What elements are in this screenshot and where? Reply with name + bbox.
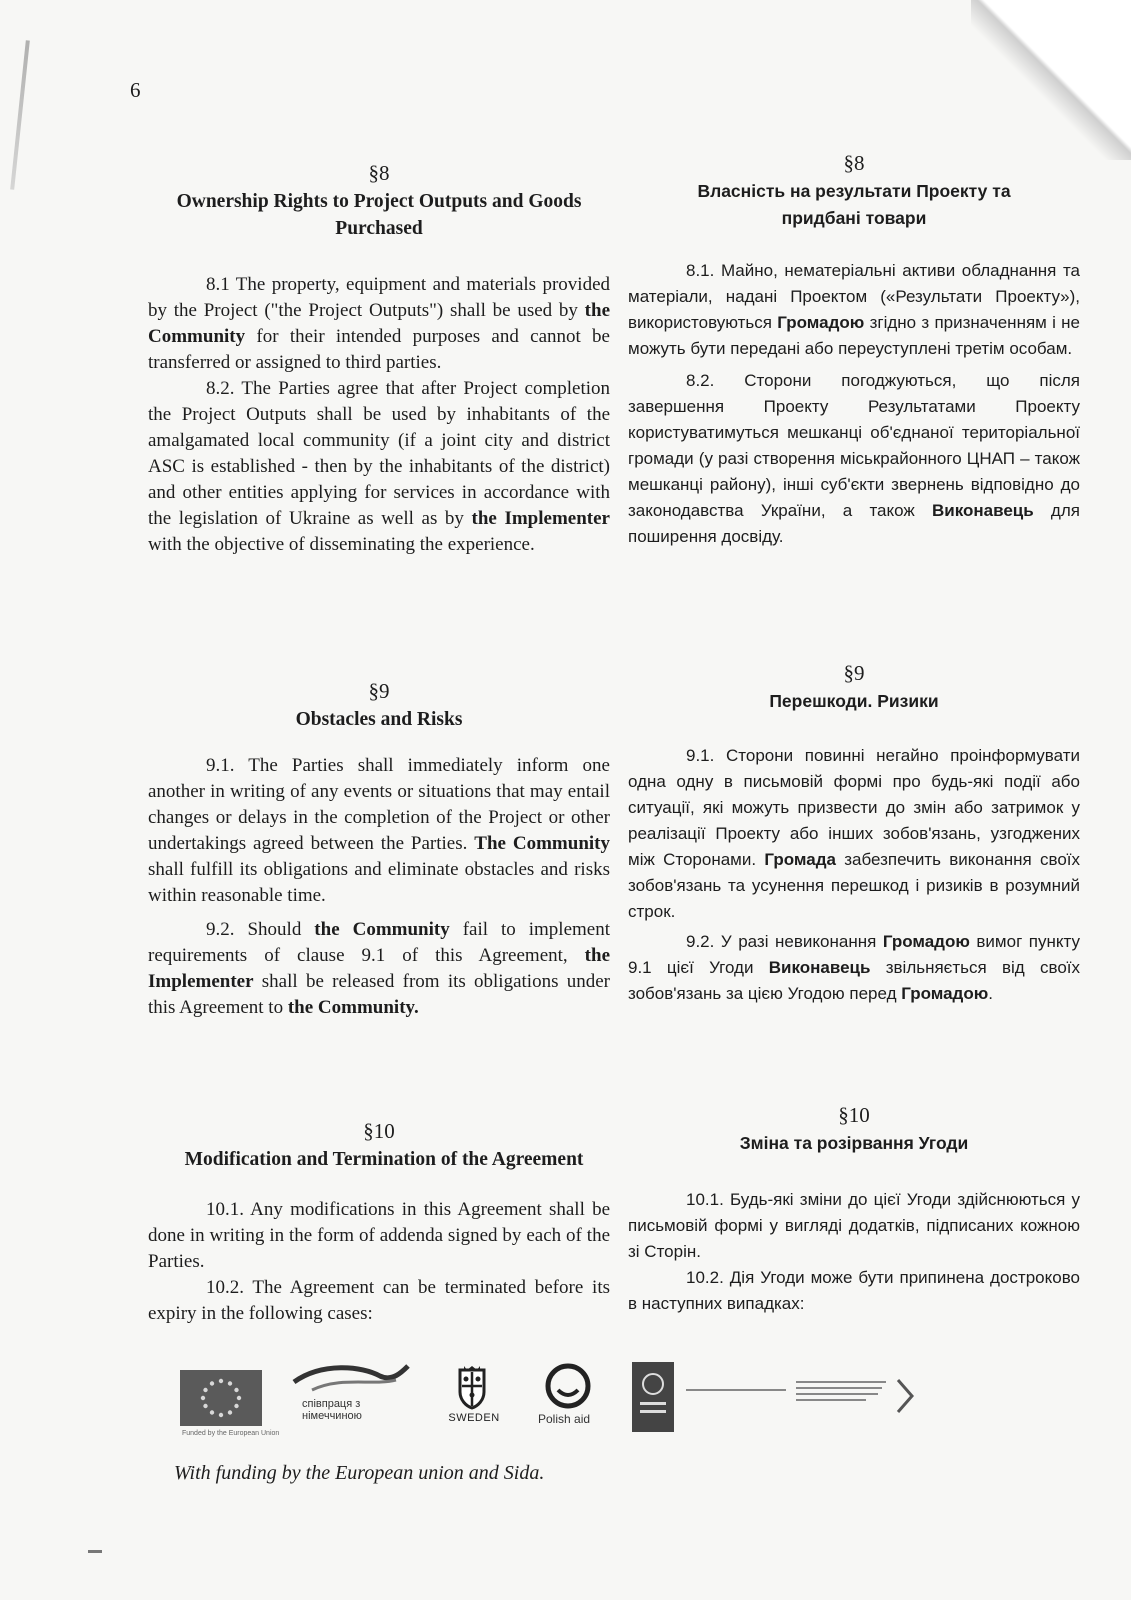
- paragraph-8-1-uk: 8.1. Майно, нематеріальні активи обладнання та матеріали, надані Проектом («Результати Проекту»), використовуються Громадою згідно з призначенням і не можуть бути передані або переуступлені третім особам.: [628, 261, 1080, 358]
- eu-caption: Funded by the European Union: [182, 1430, 280, 1437]
- section-title: Зміна та розірвання Угоди: [739, 1133, 969, 1153]
- section-number: §9: [368, 679, 390, 703]
- section-number: §10: [363, 1119, 395, 1143]
- undp-logo: [632, 1362, 674, 1432]
- section-number: §8: [843, 151, 865, 175]
- section-number: §8: [368, 161, 390, 185]
- scan-edge-mark: [10, 40, 30, 190]
- sweden-label: SWEDEN: [448, 1412, 500, 1424]
- polish-aid-logo: [532, 1362, 612, 1432]
- giz-swoosh-icon: [292, 1362, 412, 1396]
- paragraph-9-1-uk: 9.1. Сторони повинні негайно проінформувати одна одну в письмовій формі про будь-які події або ситуації, які можуть призвести до змін або затримок у реалізації Проекту або інших зобов'язань, узгоджених між Сторонами. Громада забезпечить виконання своїх зобов'язань та усунення перешкод і ризиків в розумний строк.: [628, 746, 1080, 921]
- paragraph-9-2-uk: 9.2. У разі невиконання Громадою вимог пункту 9.1 цієї Угоди Виконавець звільняється від своїх зобов'язань за цією Угодою перед Громадою.: [628, 932, 1080, 1003]
- section-title: Ownership Rights to Project Outputs and Goods Purchased: [176, 191, 582, 239]
- sponsor-logos: [170, 1362, 930, 1442]
- scan-mark: [88, 1550, 102, 1553]
- section-number: §10: [838, 1103, 870, 1127]
- paragraph-10-2-uk: 10.2. Дія Угоди може бути припинена достроково в наступних випадках:: [628, 1268, 1080, 1313]
- section-9-en: [148, 678, 610, 1021]
- paragraph-8-2-uk: 8.2. Сторони погоджуються, що після завершення Проекту Результатами Проекту користуватимуться мешканці об'єднаної територіальної громади (у разі створення міськрайонного ЦНАП – також мешканці району), інші суб'єкти звернень відповідно до законодавства України, а також Виконавець для поширення досвіду.: [628, 371, 1080, 546]
- paragraph-9-1: 9.1. The Parties shall immediately inform one another in writing of any events or situations that may entail changes or delays in the completion of the Project or other undertakings agreed between the Parties. The Community shall fulfill its obligations and eliminate obstacles and risks within reasonable time.: [148, 755, 610, 906]
- giz-logo: [292, 1362, 412, 1432]
- funding-note: With funding by the European union and Sida.: [174, 1462, 545, 1484]
- polish-aid-icon: [538, 1362, 598, 1410]
- section-title: Власність на результати Проекту та придбані товари: [697, 181, 1011, 228]
- paragraph-10-1-uk: 10.1. Будь-які зміни до цієї Угоди здійснюються у письмовій формі у вигляді додатків, підписаних кожною зі Сторін.: [628, 1190, 1080, 1261]
- section-title: Modification and Termination of the Agreement: [184, 1149, 584, 1170]
- giz-label: співпраця з німеччиною: [302, 1398, 362, 1422]
- section-number: §9: [843, 661, 865, 685]
- partner-text-lines-icon: [686, 1376, 916, 1416]
- section-10-uk: [628, 1102, 1080, 1317]
- eu-flag-icon: [180, 1370, 280, 1437]
- sweden-crest-icon: [450, 1364, 494, 1410]
- section-10-en: [148, 1118, 610, 1327]
- partner-text-logos: [686, 1376, 916, 1416]
- section-8-uk: [628, 150, 1080, 550]
- polish-aid-label: Polish aid: [538, 1412, 591, 1426]
- section-8-en: [148, 160, 610, 558]
- sweden-logo: [442, 1362, 502, 1432]
- section-title: Перешкоди. Ризики: [769, 691, 939, 711]
- section-title: Obstacles and Risks: [295, 709, 463, 730]
- page-number: 6: [130, 78, 141, 102]
- paragraph-9-2: 9.2. Should the Community fail to implement requirements of clause 9.1 of this Agreement, the Implementer shall be released from its obligations under this Agreement to the Community.: [148, 919, 610, 1018]
- page-fold: [971, 0, 1131, 160]
- paragraph-8-2: 8.2. The Parties agree that after Project completion the Project Outputs shall be used by inhabitants of the amalgamated local community (if a joint city and district ASC is established - then by the inhabitants of the district) and other entities applying for services in accordance with the legislation of Ukraine as well as by the Implementer with the objective of disseminating the experience.: [148, 378, 610, 555]
- undp-emblem-icon: [632, 1362, 674, 1432]
- paragraph-10-2: 10.2. The Agreement can be terminated before its expiry in the following cases:: [148, 1277, 610, 1324]
- section-9-uk: [628, 660, 1080, 1007]
- paragraph-8-1: 8.1 The property, equipment and materials provided by the Project ("the Project Outputs") shall be used by the Community for their intended purposes and cannot be transferred or assigned to third parties.: [148, 274, 610, 373]
- paragraph-10-1: 10.1. Any modifications in this Agreement shall be done in writing in the form of addenda signed by each of the Parties.: [148, 1199, 610, 1272]
